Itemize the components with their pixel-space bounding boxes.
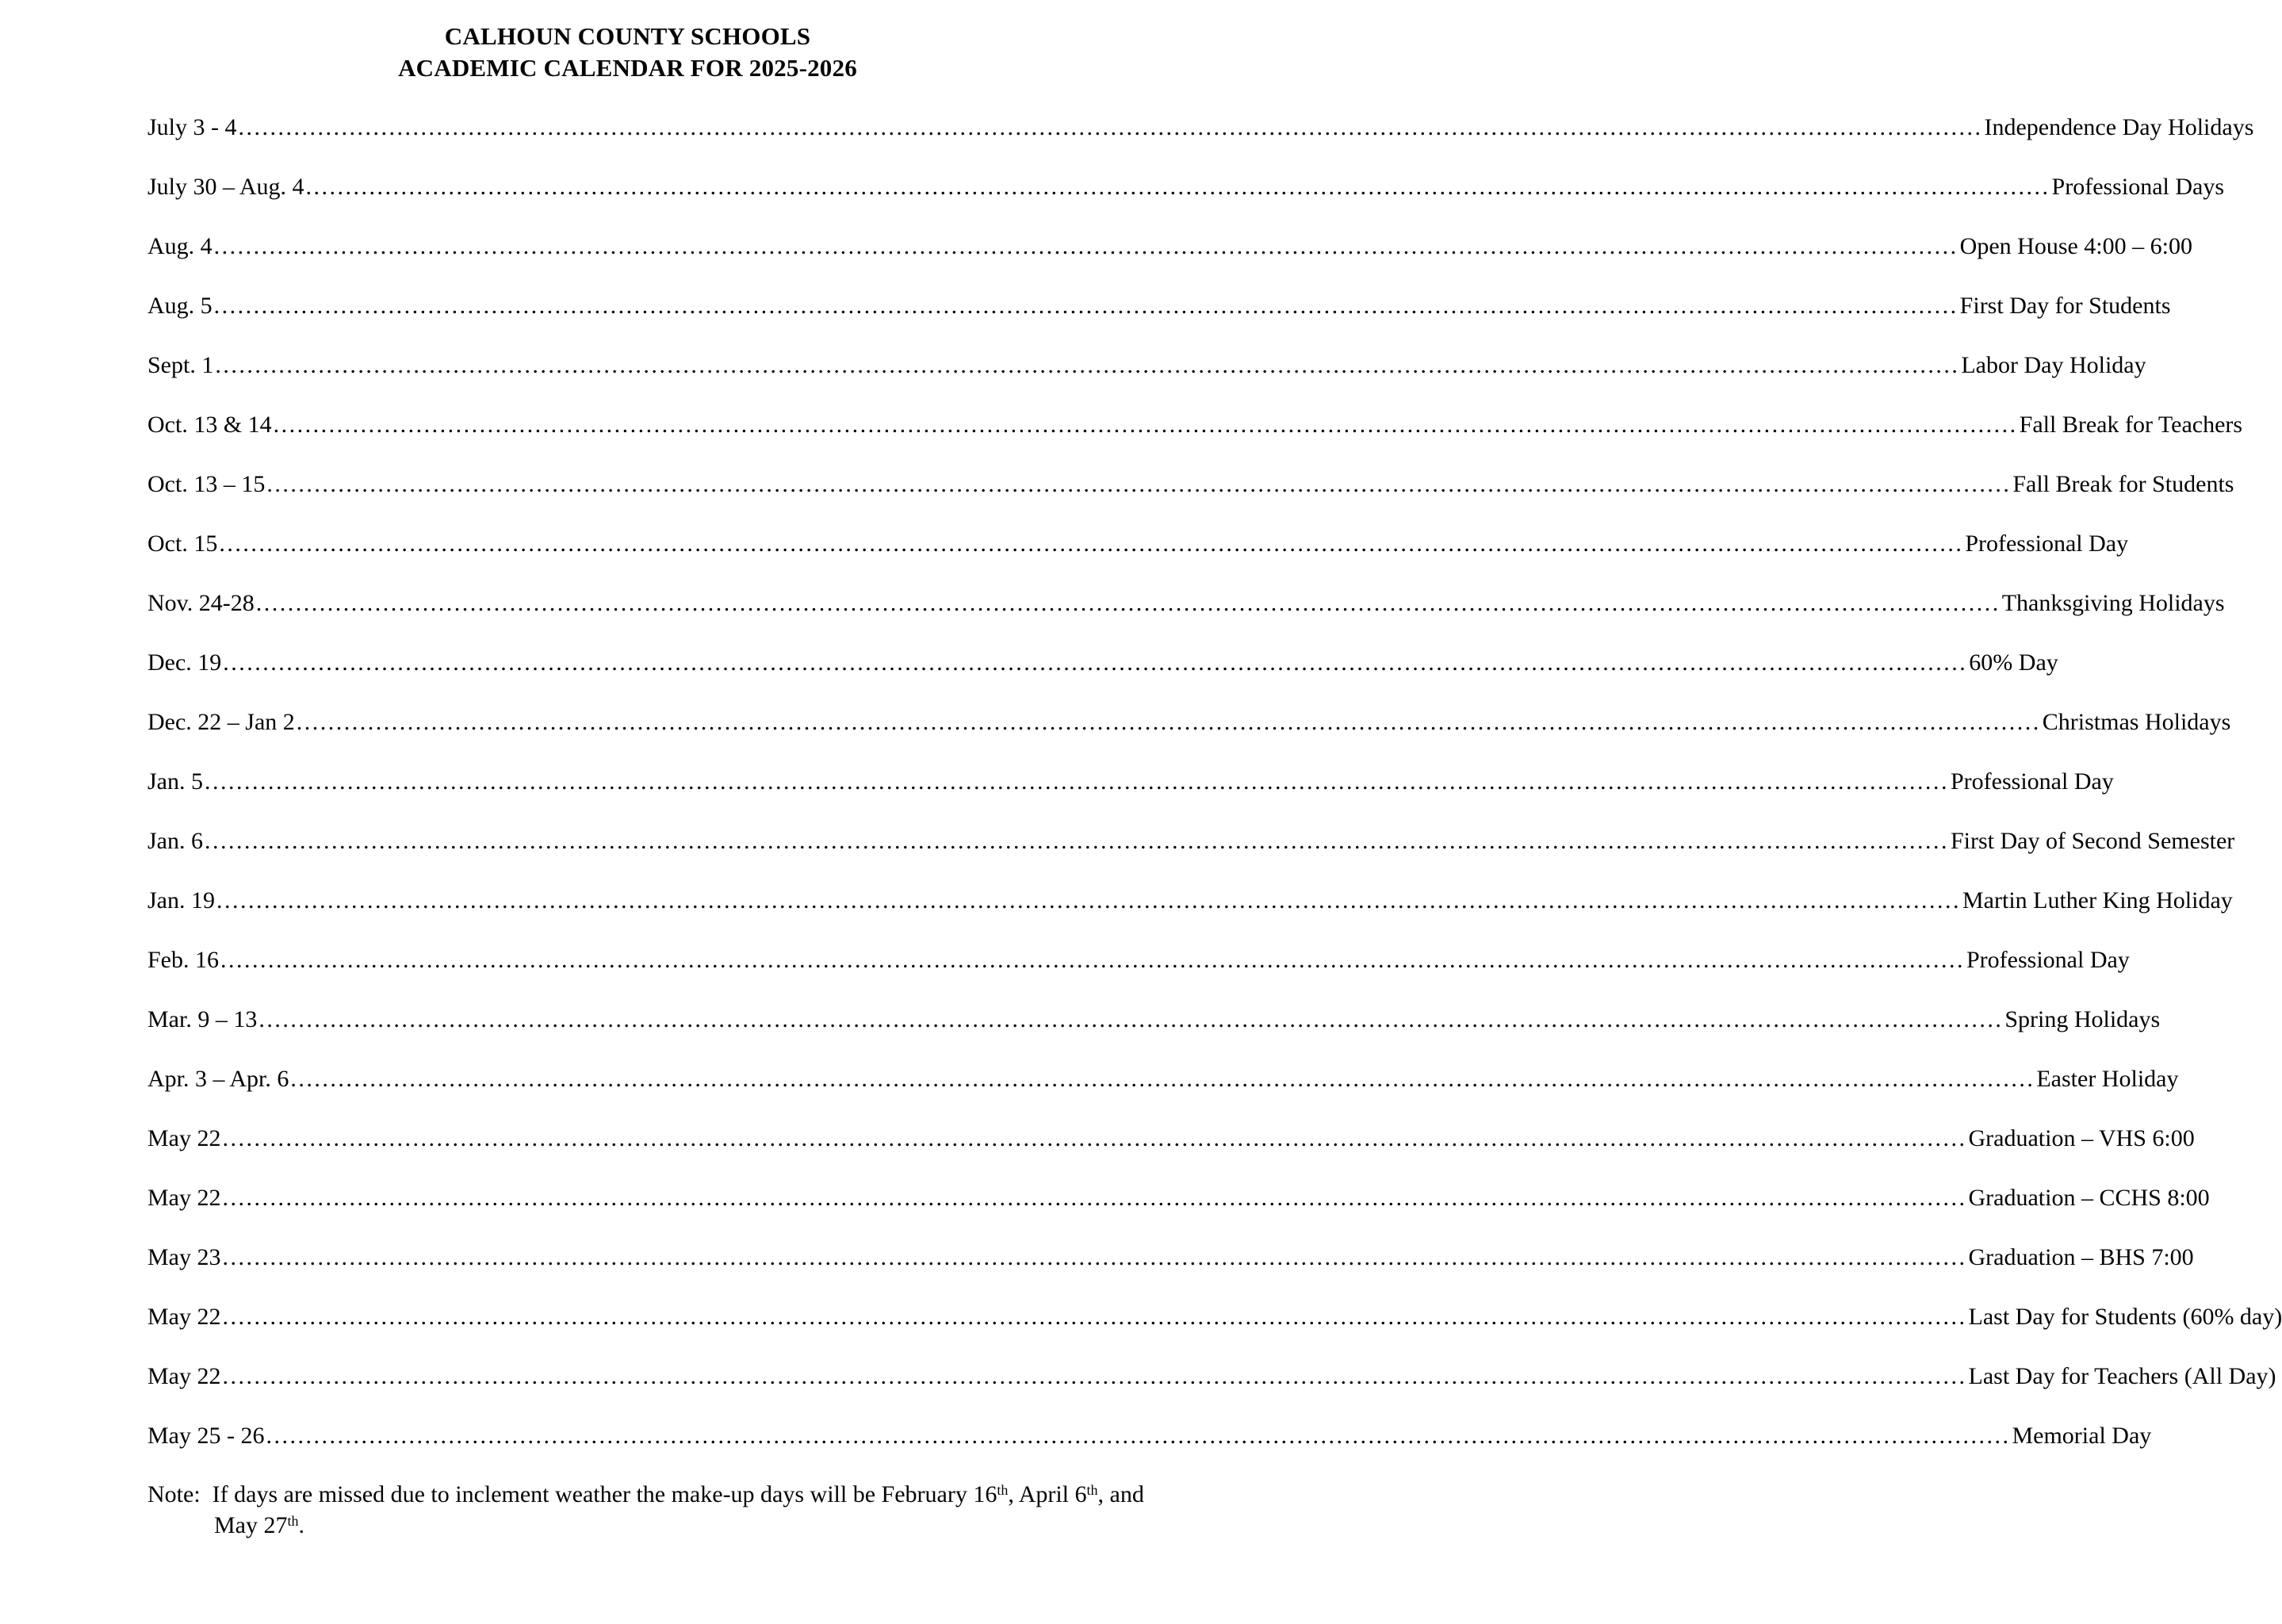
dot-leader: ............................................................................................................................................................................................................................ bbox=[205, 828, 1949, 854]
note-segment: th bbox=[997, 1482, 1009, 1498]
dot-leader: ............................................................................................................................................................................................................................ bbox=[305, 174, 2050, 200]
calendar-row bbox=[147, 469, 2234, 499]
event-date: Aug. 5 bbox=[147, 293, 213, 319]
event-label: Fall Break for Students bbox=[2012, 471, 2234, 497]
event-label: Memorial Day bbox=[2012, 1423, 2152, 1449]
event-label: First Day of Second Semester bbox=[1951, 828, 2235, 854]
calendar-row bbox=[147, 1362, 2276, 1391]
event-date: May 22 bbox=[147, 1185, 221, 1211]
event-date: Jan. 19 bbox=[147, 887, 215, 914]
event-label: Christmas Holidays bbox=[2042, 709, 2231, 735]
calendar-row bbox=[147, 588, 2225, 618]
event-date: July 3 - 4 bbox=[147, 114, 237, 140]
calendar-row bbox=[147, 826, 2235, 856]
event-label: Open House 4:00 – 6:00 bbox=[1959, 233, 2192, 259]
calendar-row bbox=[147, 1302, 2282, 1331]
calendar-row bbox=[147, 767, 2114, 796]
note-line-1 bbox=[147, 1480, 1147, 1511]
note-segment: th bbox=[287, 1513, 299, 1529]
dot-leader: ............................................................................................................................................................................................................................ bbox=[222, 1363, 1967, 1389]
page-title bbox=[0, 21, 1255, 84]
event-date: Oct. 13 & 14 bbox=[147, 412, 272, 438]
event-date: Nov. 24-28 bbox=[147, 590, 255, 616]
event-label: Easter Holiday bbox=[2036, 1066, 2179, 1092]
dot-leader: ............................................................................................................................................................................................................................ bbox=[266, 471, 2012, 497]
event-date: Aug. 4 bbox=[147, 233, 213, 259]
event-date: May 22 bbox=[147, 1125, 221, 1151]
dot-leader: ............................................................................................................................................................................................................................ bbox=[238, 114, 1983, 140]
note-segment: May 27 bbox=[214, 1512, 288, 1538]
calendar-row bbox=[147, 1183, 2210, 1212]
event-label: Martin Luther King Holiday bbox=[1962, 887, 2233, 914]
event-date: Oct. 13 – 15 bbox=[147, 471, 266, 497]
event-date: Apr. 3 – Apr. 6 bbox=[147, 1066, 289, 1092]
dot-leader: ............................................................................................................................................................................................................................ bbox=[273, 412, 2018, 438]
event-date: July 30 – Aug. 4 bbox=[147, 174, 304, 200]
dot-leader: ............................................................................................................................................................................................................................ bbox=[258, 1006, 2004, 1032]
dot-leader: ............................................................................................................................................................................................................................ bbox=[216, 887, 1961, 914]
event-label: Independence Day Holidays bbox=[1984, 114, 2254, 140]
calendar-row bbox=[147, 1005, 2161, 1034]
calendar-row bbox=[147, 113, 2254, 142]
event-label: Graduation – VHS 6:00 bbox=[1968, 1125, 2195, 1151]
event-label: Professional Days bbox=[2051, 174, 2225, 200]
event-label: Thanksgiving Holidays bbox=[2001, 590, 2225, 616]
event-date: May 23 bbox=[147, 1244, 221, 1270]
calendar-row bbox=[147, 648, 2058, 677]
event-label: Labor Day Holiday bbox=[1961, 352, 2146, 378]
dot-leader: ............................................................................................................................................................................................................................ bbox=[223, 649, 1968, 676]
calendar-rows bbox=[147, 113, 2282, 1450]
event-date: Oct. 15 bbox=[147, 530, 218, 557]
calendar-row bbox=[147, 1124, 2195, 1153]
event-label: Spring Holidays bbox=[2004, 1006, 2161, 1032]
dot-leader: ............................................................................................................................................................................................................................ bbox=[222, 1304, 1967, 1330]
event-label: Professional Day bbox=[1951, 768, 2114, 795]
title-line-1: CALHOUN COUNTY SCHOOLS bbox=[444, 22, 811, 50]
event-label: Graduation – CCHS 8:00 bbox=[1968, 1185, 2210, 1211]
dot-leader: ............................................................................................................................................................................................................................ bbox=[266, 1423, 2011, 1449]
calendar-row bbox=[147, 1064, 2179, 1094]
dot-leader: ............................................................................................................................................................................................................................ bbox=[219, 530, 1964, 557]
dot-leader: ............................................................................................................................................................................................................................ bbox=[255, 590, 2001, 616]
event-date: Dec. 22 – Jan 2 bbox=[147, 709, 295, 735]
dot-leader: ............................................................................................................................................................................................................................ bbox=[222, 1125, 1967, 1151]
event-label: Last Day for Teachers (All Day) bbox=[1968, 1363, 2276, 1389]
event-label: First Day for Students bbox=[1959, 293, 2171, 319]
calendar-row bbox=[147, 1243, 2194, 1272]
event-date: Jan. 5 bbox=[147, 768, 203, 795]
dot-leader: ............................................................................................................................................................................................................................ bbox=[205, 768, 1949, 795]
event-date: May 22 bbox=[147, 1363, 221, 1389]
event-label: Graduation – BHS 7:00 bbox=[1968, 1244, 2194, 1270]
title-line-2: ACADEMIC CALENDAR FOR 2025-2026 bbox=[398, 54, 857, 82]
event-date: May 25 - 26 bbox=[147, 1423, 265, 1449]
dot-leader: ............................................................................................................................................................................................................................ bbox=[213, 233, 1958, 259]
event-label: 60% Day bbox=[1969, 649, 2058, 676]
event-date: Jan. 6 bbox=[147, 828, 203, 854]
note-segment: . bbox=[298, 1512, 305, 1538]
note-segment: Note: If days are missed due to inclement weather the make-up days will be February 16 bbox=[147, 1481, 997, 1507]
calendar-row bbox=[147, 1421, 2152, 1450]
dot-leader: ............................................................................................................................................................................................................................ bbox=[213, 293, 1958, 319]
event-label: Last Day for Students (60% day) bbox=[1968, 1304, 2282, 1330]
dot-leader: ............................................................................................................................................................................................................................ bbox=[220, 947, 1965, 973]
event-label: Professional Day bbox=[1965, 530, 2129, 557]
calendar-row bbox=[147, 291, 2171, 320]
calendar-row bbox=[147, 529, 2129, 558]
calendar-row bbox=[147, 172, 2225, 201]
dot-leader: ............................................................................................................................................................................................................................ bbox=[296, 709, 2041, 735]
calendar-row bbox=[147, 945, 2130, 975]
event-date: Dec. 19 bbox=[147, 649, 222, 676]
event-date: May 22 bbox=[147, 1304, 221, 1330]
calendar-row bbox=[147, 232, 2192, 261]
dot-leader: ............................................................................................................................................................................................................................ bbox=[222, 1244, 1967, 1270]
calendar-row bbox=[147, 410, 2243, 439]
calendar-row bbox=[147, 886, 2233, 915]
dot-leader: ............................................................................................................................................................................................................................ bbox=[222, 1185, 1967, 1211]
event-date: Feb. 16 bbox=[147, 947, 219, 973]
event-date: Sept. 1 bbox=[147, 352, 214, 378]
note-line-2 bbox=[147, 1511, 1147, 1542]
dot-leader: ............................................................................................................................................................................................................................ bbox=[290, 1066, 2035, 1092]
calendar-row bbox=[147, 350, 2146, 380]
event-date: Mar. 9 – 13 bbox=[147, 1006, 258, 1032]
note-segment: , April 6 bbox=[1008, 1481, 1087, 1507]
dot-leader: ............................................................................................................................................................................................................................ bbox=[215, 352, 1960, 378]
note-segment: , and bbox=[1097, 1481, 1144, 1507]
note-segment: th bbox=[1086, 1482, 1098, 1498]
event-label: Professional Day bbox=[1966, 947, 2130, 973]
calendar-row bbox=[147, 707, 2231, 737]
event-label: Fall Break for Teachers bbox=[2019, 412, 2243, 438]
inclement-weather-note bbox=[147, 1480, 1147, 1542]
